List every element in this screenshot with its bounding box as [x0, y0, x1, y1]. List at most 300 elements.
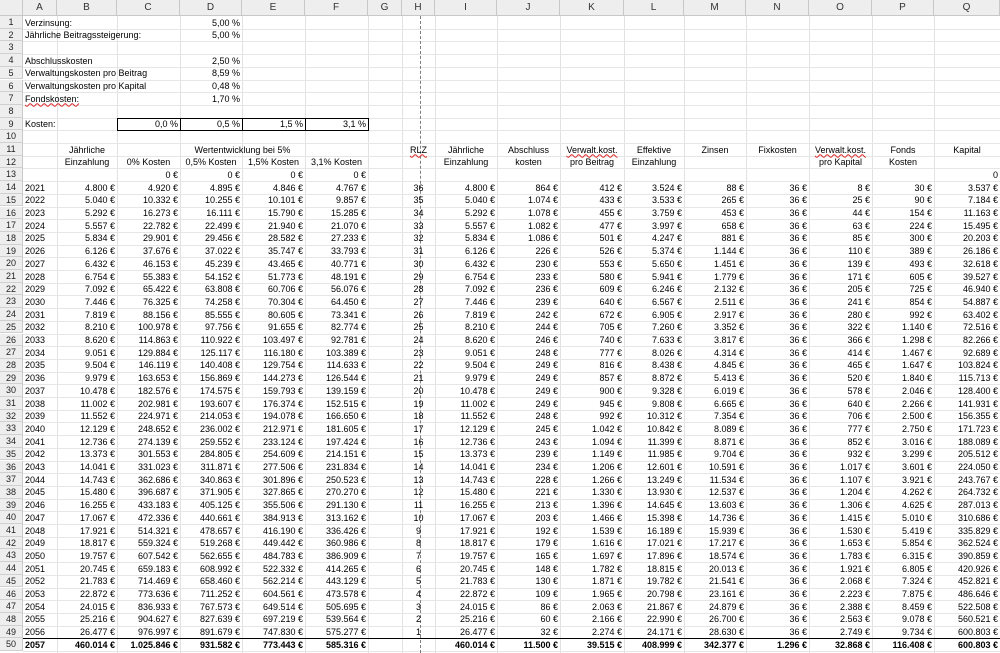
table-cell[interactable]: 327.865 € [262, 487, 303, 498]
table-cell[interactable]: 10.255 € [204, 195, 240, 206]
table-cell[interactable]: 43.465 € [267, 258, 303, 269]
table-cell[interactable]: 649.514 € [262, 601, 303, 612]
column-header-i[interactable]: I [435, 0, 497, 16]
param-label[interactable]: Verzinsung: [25, 17, 73, 28]
table-cell[interactable]: 22.872 € [79, 589, 115, 599]
table-cell[interactable]: 1.107 € [839, 474, 870, 485]
table-cell[interactable]: 11.534 € [709, 474, 744, 485]
table-cell[interactable]: 11.552 € [80, 411, 115, 422]
table-cell[interactable]: 9.078 € [901, 614, 932, 625]
table-cell[interactable]: 5.941 € [651, 271, 682, 282]
table-cell[interactable]: 484.783 € [262, 550, 303, 561]
row-header[interactable]: 29 [0, 372, 23, 385]
column-header-c[interactable]: C [117, 0, 180, 16]
table-cell[interactable]: 39.527 € [962, 271, 998, 282]
table-cell[interactable]: 3.921 € [901, 474, 932, 485]
table-cell[interactable]: 48.191 € [330, 271, 366, 282]
table-cell[interactable]: 12.736 € [459, 436, 495, 447]
table-cell[interactable]: 16.273 € [142, 208, 178, 218]
table-cell[interactable]: 11.399 € [647, 436, 682, 447]
table-cell[interactable]: 412 € [599, 182, 622, 193]
param-value[interactable]: 2,50 % [211, 55, 240, 66]
param-value[interactable]: 5,00 % [211, 17, 240, 28]
table-cell[interactable]: 1.451 € [713, 258, 744, 269]
row-header[interactable]: 30 [0, 384, 23, 397]
table-cell[interactable]: 156.355 € [957, 411, 998, 422]
table-cell[interactable]: 163.653 € [137, 373, 178, 384]
table-cell[interactable]: 144.273 € [262, 373, 303, 384]
table-cell[interactable]: 390.859 € [957, 550, 998, 561]
table-cell[interactable]: 159.793 € [262, 385, 303, 396]
table-cell[interactable]: 36 € [789, 423, 807, 434]
table-cell[interactable]: 15.285 € [330, 208, 366, 218]
cell-q13[interactable]: 0 [992, 169, 998, 180]
table-cell[interactable]: 10.478 € [459, 385, 495, 396]
table-cell[interactable]: 24.015 € [79, 601, 115, 612]
table-cell[interactable]: 697.219 € [262, 614, 303, 625]
table-cell[interactable]: 6.754 € [464, 271, 495, 282]
param-value[interactable]: 8,59 % [211, 68, 240, 79]
table-cell[interactable]: 3 [415, 601, 421, 612]
table-cell[interactable]: 4.845 € [713, 360, 744, 371]
table-cell[interactable]: 1.779 € [713, 271, 744, 282]
table-cell[interactable]: 360.986 € [325, 538, 366, 549]
row-header[interactable]: 22 [0, 283, 23, 296]
table-cell[interactable]: 3.524 € [651, 182, 682, 193]
table-cell[interactable]: 14.743 € [459, 474, 495, 485]
row-header[interactable]: 48 [0, 613, 23, 626]
table-cell[interactable]: 414.265 € [325, 563, 366, 574]
table-cell[interactable]: 1.467 € [901, 347, 932, 358]
table-cell[interactable]: 714.469 € [137, 576, 178, 587]
table-cell[interactable]: 455 € [599, 208, 622, 218]
table-cell[interactable]: 2027 [25, 258, 46, 269]
table-cell[interactable]: 522.508 € [957, 601, 998, 612]
table-cell[interactable]: 21.541 € [708, 576, 744, 587]
table-cell[interactable]: 501 € [599, 233, 622, 244]
table-cell[interactable]: 3.817 € [713, 335, 744, 345]
row-header[interactable]: 38 [0, 486, 23, 499]
cell-c13[interactable]: 0 € [165, 169, 178, 180]
column-header-m[interactable]: M [684, 0, 746, 16]
table-cell[interactable]: 1.204 € [839, 487, 870, 498]
table-cell[interactable]: 2051 [25, 563, 46, 574]
table-cell[interactable]: 5.040 € [464, 195, 495, 206]
header-q[interactable]: Kapital [953, 144, 981, 155]
table-cell[interactable]: 103.824 € [957, 360, 998, 371]
table-cell[interactable]: 116.180 € [263, 347, 303, 358]
table-cell[interactable]: 202.981 € [137, 398, 178, 409]
header-k[interactable]: Verwalt.kost. [566, 144, 618, 155]
table-cell[interactable]: 55.383 € [142, 271, 178, 282]
table-cell[interactable]: 21 [413, 373, 424, 384]
param-label[interactable]: Jährliche Beitragssteigerung: [25, 30, 142, 41]
table-cell[interactable]: 12 [413, 487, 424, 498]
table-cell[interactable]: 27.233 € [330, 233, 366, 244]
table-cell[interactable]: 747.830 € [262, 627, 303, 638]
table-cell[interactable]: 146.119 € [138, 360, 178, 371]
table-cell[interactable]: 443.129 € [325, 576, 366, 587]
table-cell[interactable]: 6.805 € [901, 563, 932, 574]
cell-e9[interactable]: 1,5 % [279, 119, 303, 130]
table-cell[interactable]: 519.268 € [199, 538, 240, 549]
table-cell[interactable]: 336.426 € [325, 525, 366, 536]
table-cell[interactable]: 26.477 € [79, 627, 115, 638]
table-cell[interactable]: 559.324 € [137, 538, 178, 549]
table-cell[interactable]: 2.750 € [901, 423, 932, 434]
table-cell[interactable]: 205 € [847, 284, 870, 295]
row-header[interactable]: 17 [0, 219, 23, 232]
table-cell[interactable]: 54.887 € [962, 296, 998, 307]
table-cell[interactable]: 609 € [599, 284, 622, 295]
table-cell[interactable]: 36 € [789, 373, 807, 384]
table-cell[interactable]: 224.971 € [137, 411, 178, 422]
table-cell[interactable]: 605 € [909, 271, 932, 282]
table-cell[interactable]: 8.620 € [464, 335, 495, 345]
row-header[interactable]: 37 [0, 473, 23, 486]
cell-e13[interactable]: 0 € [290, 169, 303, 180]
table-cell[interactable]: 2050 [25, 550, 46, 561]
table-cell[interactable]: 36 € [789, 462, 807, 472]
table-cell[interactable]: 54.152 € [204, 271, 240, 282]
column-header-d[interactable]: D [180, 0, 242, 16]
table-cell[interactable]: 36 € [789, 436, 807, 447]
table-cell[interactable]: 9.808 € [651, 398, 682, 409]
row-header[interactable]: 28 [0, 359, 23, 372]
table-cell[interactable]: 243.767 € [957, 474, 998, 485]
table-cell[interactable]: 36 € [789, 512, 807, 523]
table-cell[interactable]: 76.325 € [142, 296, 178, 307]
table-cell[interactable]: 214.053 € [199, 411, 240, 422]
table-cell[interactable]: 416.190 € [262, 525, 303, 536]
table-cell[interactable]: 607.542 € [137, 550, 178, 561]
table-cell[interactable]: 355.506 € [262, 500, 303, 511]
table-cell[interactable]: 2034 [25, 347, 46, 358]
table-cell[interactable]: 19.757 € [79, 550, 115, 561]
table-cell[interactable]: 389 € [909, 246, 932, 257]
table-cell[interactable]: 245 € [535, 423, 558, 434]
table-cell[interactable]: 371.905 € [199, 487, 240, 498]
table-cell[interactable]: 20 [413, 385, 424, 396]
table-cell[interactable]: 4.800 € [464, 182, 495, 193]
table-cell[interactable]: 992 € [909, 309, 932, 320]
table-cell[interactable]: 80.605 € [267, 309, 303, 320]
table-cell[interactable]: 14.736 € [708, 512, 744, 523]
column-header-n[interactable]: N [746, 0, 809, 16]
table-cell[interactable]: 6.754 € [84, 271, 115, 282]
row-header[interactable]: 49 [0, 626, 23, 639]
table-cell[interactable]: 224.050 € [957, 462, 998, 472]
table-cell[interactable]: 12.129 € [459, 423, 495, 434]
table-cell[interactable]: 15.939 € [708, 525, 744, 536]
table-cell[interactable]: 20.798 € [646, 589, 682, 599]
table-cell[interactable]: 26.186 € [962, 246, 998, 257]
row-header[interactable]: 23 [0, 295, 23, 308]
table-cell[interactable]: 7.354 € [713, 411, 744, 422]
row-header[interactable]: 31 [0, 397, 23, 410]
table-cell[interactable]: 9.504 € [84, 360, 115, 371]
total-cell[interactable]: 2057 [25, 639, 46, 650]
table-cell[interactable]: 827.639 € [199, 614, 240, 625]
row-header[interactable]: 42 [0, 537, 23, 550]
row-header[interactable]: 39 [0, 499, 23, 512]
row-header[interactable]: 11 [0, 143, 23, 156]
table-cell[interactable]: 1.647 € [901, 360, 932, 371]
table-cell[interactable]: 1.042 € [591, 423, 622, 434]
table-cell[interactable]: 777 € [599, 347, 622, 358]
row-header[interactable]: 34 [0, 435, 23, 448]
table-cell[interactable]: 658 € [721, 220, 744, 231]
table-cell[interactable]: 88 € [726, 182, 744, 193]
table-cell[interactable]: 244 € [535, 322, 558, 333]
table-cell[interactable]: 70.304 € [267, 296, 303, 307]
table-cell[interactable]: 2047 [25, 512, 46, 523]
table-cell[interactable]: 10 [413, 512, 424, 523]
row-header[interactable]: 14 [0, 181, 23, 194]
table-cell[interactable]: 13 [413, 474, 424, 485]
table-cell[interactable]: 25.216 € [459, 614, 495, 625]
table-cell[interactable]: 8.210 € [464, 322, 495, 333]
table-cell[interactable]: 103.497 € [262, 335, 303, 345]
table-cell[interactable]: 22.872 € [459, 589, 495, 599]
table-cell[interactable]: 36 € [789, 309, 807, 320]
table-cell[interactable]: 197.424 € [325, 436, 366, 447]
table-cell[interactable]: 452.821 € [957, 576, 998, 587]
table-cell[interactable]: 1.144 € [713, 246, 744, 257]
table-cell[interactable]: 2.511 € [714, 296, 744, 307]
table-cell[interactable]: 5.834 € [84, 233, 115, 244]
table-cell[interactable]: 14.041 € [79, 462, 115, 472]
table-cell[interactable]: 36 € [789, 233, 807, 244]
table-cell[interactable]: 36 € [789, 258, 807, 269]
cell-f9[interactable]: 3,1 % [342, 119, 366, 130]
table-cell[interactable]: 19 [413, 398, 424, 409]
table-cell[interactable]: 526 € [599, 246, 622, 257]
row-header[interactable]: 7 [0, 92, 23, 105]
table-cell[interactable]: 2030 [25, 296, 46, 307]
table-cell[interactable]: 154 € [909, 208, 932, 218]
table-cell[interactable]: 1.086 € [527, 233, 558, 244]
header-b[interactable]: Jährliche [68, 144, 106, 155]
table-cell[interactable]: 182.576 € [137, 385, 178, 396]
table-cell[interactable]: 91.655 € [267, 322, 303, 333]
table-cell[interactable]: 705 € [599, 322, 622, 333]
table-cell[interactable]: 976.997 € [137, 627, 178, 638]
table-cell[interactable]: 12.129 € [79, 423, 115, 434]
table-cell[interactable]: 36 € [789, 411, 807, 422]
table-cell[interactable]: 2.068 € [839, 576, 870, 587]
table-cell[interactable]: 5.834 € [464, 233, 495, 244]
table-cell[interactable]: 1.140 € [901, 322, 932, 333]
table-cell[interactable]: 36 € [789, 601, 807, 612]
table-cell[interactable]: 103.389 € [325, 347, 366, 358]
table-cell[interactable]: 1.206 € [591, 462, 622, 472]
table-cell[interactable]: 6.905 € [651, 309, 682, 320]
table-cell[interactable]: 2.132 € [713, 284, 744, 295]
table-cell[interactable]: 12.537 € [708, 487, 744, 498]
table-cell[interactable]: 181.605 € [325, 423, 366, 434]
table-cell[interactable]: 2031 [25, 309, 46, 320]
table-cell[interactable]: 1.094 € [591, 436, 622, 447]
table-cell[interactable]: 9.051 € [84, 347, 115, 358]
subheader-l[interactable]: Einzahlung [631, 157, 677, 168]
table-cell[interactable]: 777 € [847, 423, 870, 434]
table-cell[interactable]: 23.161 € [708, 589, 744, 599]
table-cell[interactable]: 29.456 € [204, 233, 240, 244]
table-cell[interactable]: 36 € [789, 360, 807, 371]
table-cell[interactable]: 2044 [25, 474, 46, 485]
table-cell[interactable]: 21.783 € [459, 576, 495, 587]
row-header[interactable]: 4 [0, 54, 23, 67]
table-cell[interactable]: 97.756 € [204, 322, 240, 333]
subheader-p[interactable]: Kosten [888, 157, 918, 168]
table-cell[interactable]: 9.734 € [901, 627, 932, 638]
subheader-f[interactable]: 3,1% Kosten [310, 157, 363, 168]
table-cell[interactable]: 2023 [25, 208, 46, 218]
header-p[interactable]: Fonds [890, 144, 916, 155]
table-cell[interactable]: 396.687 € [137, 487, 178, 498]
table-cell[interactable]: 36 € [789, 385, 807, 396]
table-cell[interactable]: 17.021 € [646, 538, 682, 549]
table-cell[interactable]: 2022 [25, 195, 46, 206]
table-cell[interactable]: 88.156 € [142, 309, 178, 320]
header-i[interactable]: Jährliche [447, 144, 485, 155]
row-header[interactable]: 41 [0, 524, 23, 537]
table-cell[interactable]: 2035 [25, 360, 46, 371]
table-cell[interactable]: 44 € [852, 208, 870, 218]
table-cell[interactable]: 2.500 € [901, 411, 932, 422]
table-cell[interactable]: 2024 [25, 220, 46, 231]
table-cell[interactable]: 17.067 € [459, 512, 495, 523]
table-cell[interactable]: 5.419 € [901, 525, 932, 536]
table-cell[interactable]: 7.092 € [84, 284, 115, 295]
table-cell[interactable]: 21.070 € [330, 220, 366, 231]
table-cell[interactable]: 73.341 € [330, 309, 366, 320]
table-cell[interactable]: 26.477 € [459, 627, 495, 638]
table-cell[interactable]: 13.249 € [646, 474, 682, 485]
table-cell[interactable]: 4.800 € [84, 182, 115, 193]
table-cell[interactable]: 2036 [25, 373, 46, 384]
table-cell[interactable]: 514.321 € [137, 525, 178, 536]
row-header[interactable]: 40 [0, 511, 23, 524]
table-cell[interactable]: 1.783 € [839, 550, 870, 561]
table-cell[interactable]: 86 € [540, 601, 558, 612]
table-cell[interactable]: 74.258 € [204, 296, 240, 307]
table-cell[interactable]: 17.067 € [79, 512, 115, 523]
table-cell[interactable]: 2.223 € [839, 589, 870, 599]
table-cell[interactable]: 36 € [789, 246, 807, 257]
table-cell[interactable]: 420.926 € [957, 563, 998, 574]
table-cell[interactable]: 473.578 € [325, 589, 366, 599]
table-cell[interactable]: 2046 [25, 500, 46, 511]
table-cell[interactable]: 4.767 € [335, 182, 366, 193]
table-cell[interactable]: 110 € [848, 246, 870, 257]
header-wertentwicklung[interactable]: Wertentwicklung bei 5% [194, 144, 291, 155]
row-header[interactable]: 33 [0, 422, 23, 435]
table-cell[interactable]: 15.398 € [646, 512, 682, 523]
table-cell[interactable]: 2.388 € [839, 601, 870, 612]
table-cell[interactable]: 20.745 € [459, 563, 495, 574]
table-cell[interactable]: 1.965 € [591, 589, 622, 599]
table-cell[interactable]: 5.040 € [84, 195, 115, 206]
table-cell[interactable]: 231.834 € [325, 462, 366, 472]
table-cell[interactable]: 16.255 € [79, 500, 115, 511]
table-cell[interactable]: 2.166 € [591, 614, 622, 625]
total-cell[interactable]: 600.803 € [957, 639, 998, 650]
table-cell[interactable]: 8 [415, 538, 421, 549]
table-cell[interactable]: 578 € [847, 385, 870, 396]
row-header[interactable]: 6 [0, 80, 23, 93]
table-cell[interactable]: 35.747 € [267, 246, 303, 257]
table-cell[interactable]: 384.913 € [262, 512, 303, 523]
cell-c9[interactable]: 0,0 % [154, 119, 178, 130]
table-cell[interactable]: 25 € [852, 195, 870, 206]
table-cell[interactable]: 171.723 € [957, 423, 998, 434]
column-header-l[interactable]: L [624, 0, 684, 16]
table-cell[interactable]: 1.266 € [591, 474, 622, 485]
table-cell[interactable]: 2.917 € [713, 309, 744, 320]
table-cell[interactable]: 2039 [25, 411, 46, 422]
table-cell[interactable]: 241 € [847, 296, 870, 307]
table-cell[interactable]: 322 € [847, 322, 870, 333]
table-cell[interactable]: 36 € [789, 563, 807, 574]
table-cell[interactable]: 11 [413, 500, 424, 511]
table-cell[interactable]: 239 € [535, 449, 558, 460]
table-cell[interactable]: 15.480 € [459, 487, 495, 498]
row-header[interactable]: 47 [0, 600, 23, 613]
subheader-j[interactable]: kosten [515, 157, 542, 168]
column-header-p[interactable]: P [872, 0, 934, 16]
table-cell[interactable]: 36 [413, 182, 424, 193]
table-cell[interactable]: 205.512 € [957, 449, 998, 460]
table-cell[interactable]: 7.819 € [84, 309, 115, 320]
table-cell[interactable]: 36 € [789, 500, 807, 511]
table-cell[interactable]: 242 € [535, 309, 558, 320]
table-cell[interactable]: 274.139 € [137, 436, 178, 447]
table-cell[interactable]: 36 € [789, 195, 807, 206]
table-cell[interactable]: 233.124 € [262, 436, 303, 447]
table-cell[interactable]: 114.863 € [138, 335, 178, 345]
table-cell[interactable]: 63.402 € [962, 309, 998, 320]
table-cell[interactable]: 4.247 € [651, 233, 682, 244]
table-cell[interactable]: 608.992 € [199, 563, 240, 574]
table-cell[interactable]: 10.101 € [267, 195, 303, 206]
table-cell[interactable]: 21.940 € [267, 220, 303, 231]
table-cell[interactable]: 386.909 € [325, 550, 366, 561]
table-cell[interactable]: 16.111 € [206, 208, 240, 218]
table-cell[interactable]: 9.704 € [713, 449, 744, 460]
table-cell[interactable]: 3.537 € [967, 182, 998, 193]
table-cell[interactable]: 29.901 € [142, 233, 178, 244]
table-cell[interactable]: 129.884 € [137, 347, 178, 358]
table-cell[interactable]: 85.555 € [204, 309, 240, 320]
table-cell[interactable]: 24.171 € [646, 627, 682, 638]
table-cell[interactable]: 10.312 € [646, 411, 682, 422]
table-cell[interactable]: 711.252 € [200, 589, 240, 599]
cell-d9[interactable]: 0,5 % [216, 119, 240, 130]
table-cell[interactable]: 440.661 € [199, 512, 240, 523]
table-cell[interactable]: 3.759 € [651, 208, 682, 218]
table-cell[interactable]: 773.636 € [137, 589, 178, 599]
table-cell[interactable]: 2.563 € [839, 614, 870, 625]
table-cell[interactable]: 2040 [25, 423, 46, 434]
table-cell[interactable]: 1.871 € [591, 576, 622, 587]
table-cell[interactable]: 36 € [789, 614, 807, 625]
table-cell[interactable]: 13.373 € [79, 449, 115, 460]
row-header[interactable]: 26 [0, 334, 23, 347]
table-cell[interactable]: 18.817 € [79, 538, 115, 549]
table-cell[interactable]: 11.163 € [963, 208, 998, 218]
